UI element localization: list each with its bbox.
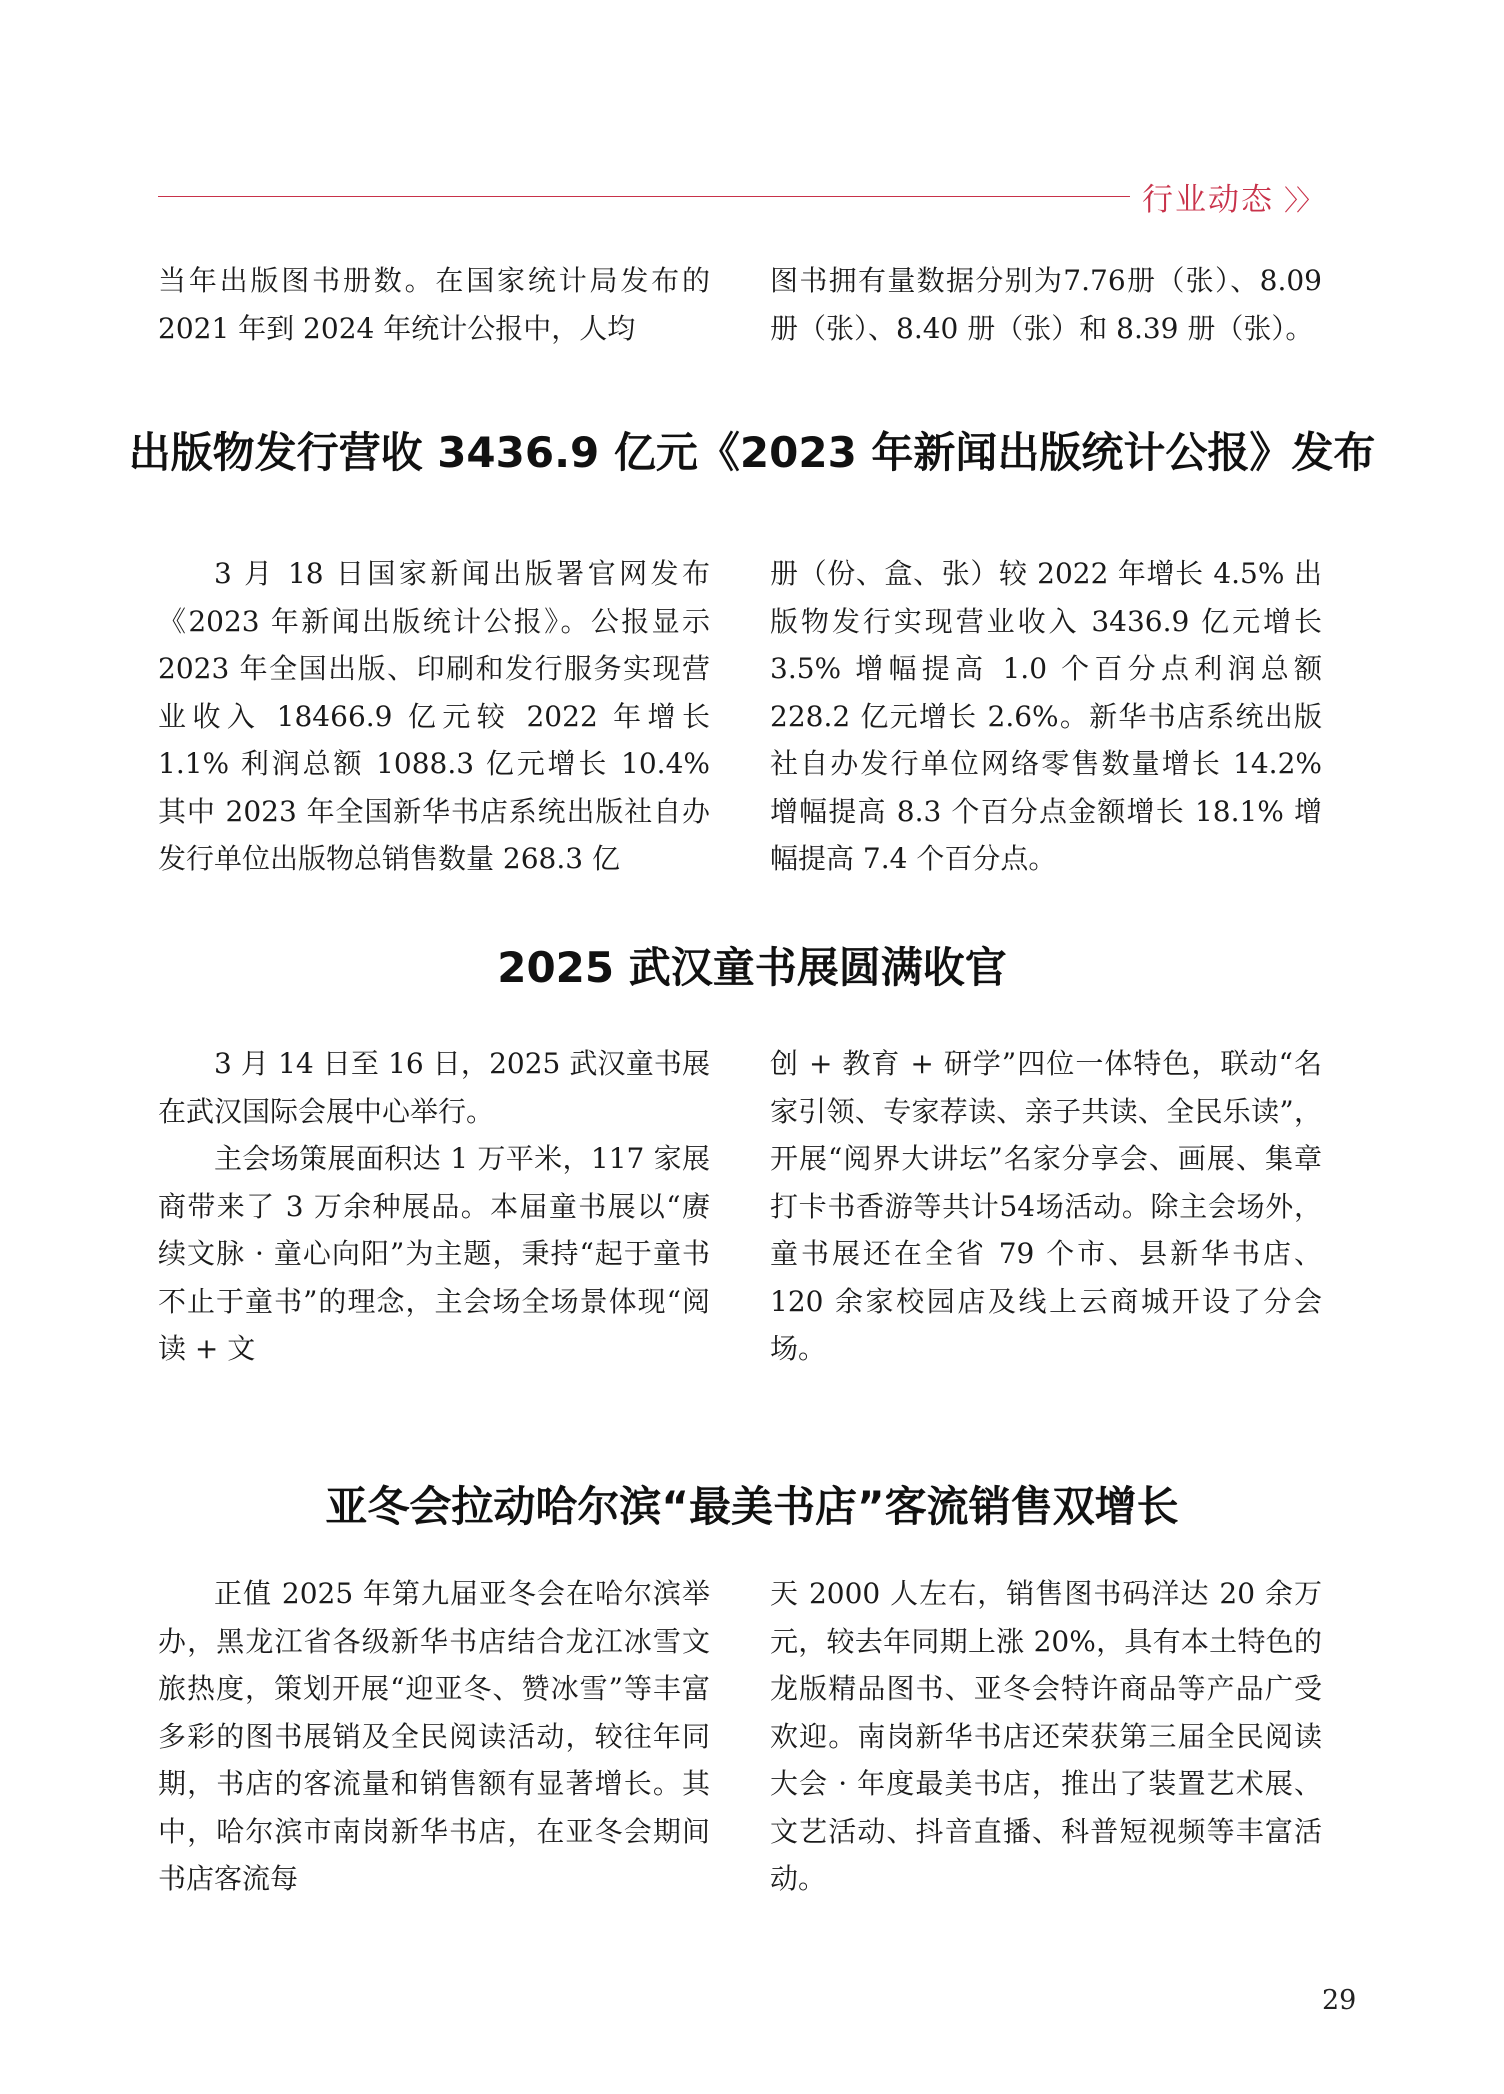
chevron-right-icon: 〉〉 bbox=[1284, 184, 1323, 217]
article-right-column bbox=[770, 1570, 1322, 1903]
paragraph: 正值 2025 年第九届亚冬会在哈尔滨举办，黑龙江省各级新华书店结合龙江冰雪文旅热度，策划开展“迎亚冬、赞冰雪”等丰富多彩的图书展销及全民阅读活动，较往年同期，书店的客流量和销售额有显著增长。其中，哈尔滨市南岗新华书店，在亚冬会期间书店客流每 bbox=[158, 1577, 710, 1895]
article-right-column bbox=[770, 1040, 1322, 1373]
paragraph: 主会场策展面积达 1 万平米，117 家展商带来了 3 万余种展品。本届童书展以“赓续文脉 · 童心向阳”为主题，秉持“起于童书不止于童书”的理念，主会场全场景体现“阅读 + 文 bbox=[158, 1142, 710, 1365]
article-title: 2025 武汉童书展圆满收官 bbox=[497, 943, 1007, 992]
article-left-column bbox=[158, 550, 710, 883]
intro-left-column bbox=[158, 257, 710, 352]
paragraph: 创 + 教育 + 研学”四位一体特色，联动“名家引领、专家荐读、亲子共读、全民乐读”，开展“阅界大讲坛”名家分享会、画展、集章打卡书香游等共计54场活动。除主会场外，童书展还在全省 79 个市、县新华书店、120 余家校园店及线上云商城开设了分会场。 bbox=[770, 1047, 1322, 1365]
section-title: 行业动态 bbox=[1142, 182, 1274, 218]
paragraph: 3 月 18 日国家新闻出版署官网发布《2023 年新闻出版统计公报》。公报显示 2023 年全国出版、印刷和发行服务实现营业收入 18466.9 亿元较 2022 年增长 1.1% 利润总额 1088.3 亿元增长 10.4% 其中 2023 年全国新华书店系统出版社自办发行单位出版物总销售数量 268.3 亿 bbox=[158, 557, 710, 875]
article-right-column bbox=[770, 550, 1322, 883]
paragraph: 3 月 14 日至 16 日，2025 武汉童书展在武汉国际会展中心举行。 bbox=[158, 1047, 710, 1128]
article-title: 亚冬会拉动哈尔滨“最美书店”客流销售双增长 bbox=[325, 1482, 1179, 1531]
header-rule bbox=[158, 196, 1130, 197]
article-left-column bbox=[158, 1570, 710, 1903]
paragraph: 图书拥有量数据分别为7.76册（张）、8.09 册（张）、8.40 册（张）和 8.39 册（张）。 bbox=[770, 264, 1322, 345]
paragraph: 当年出版图书册数。在国家统计局发布的 2021 年到 2024 年统计公报中，人均 bbox=[158, 264, 710, 345]
intro-right-column bbox=[770, 257, 1322, 352]
page-number: 29 bbox=[1322, 1985, 1357, 2016]
section-label bbox=[1142, 174, 1322, 219]
article-title: 出版物发行营收 3436.9 亿元《2023 年新闻出版统计公报》发布 bbox=[128, 428, 1376, 477]
article-left-column bbox=[158, 1040, 710, 1373]
paragraph: 册（份、盒、张）较 2022 年增长 4.5% 出版物发行实现营业收入 3436.9 亿元增长 3.5% 增幅提高 1.0 个百分点利润总额 228.2 亿元增长 2.6%。新华书店系统出版社自办发行单位网络零售数量增长 14.2% 增幅提高 8.3 个百分点金额增长 18.1% 增幅提高 7.4 个百分点。 bbox=[770, 557, 1322, 875]
paragraph: 天 2000 人左右，销售图书码洋达 20 余万元，较去年同期上涨 20%，具有本土特色的龙版精品图书、亚冬会特许商品等产品广受欢迎。南岗新华书店还荣获第三届全民阅读大会 · 年度最美书店，推出了装置艺术展、文艺活动、抖音直播、科普短视频等丰富活动。 bbox=[770, 1577, 1322, 1895]
